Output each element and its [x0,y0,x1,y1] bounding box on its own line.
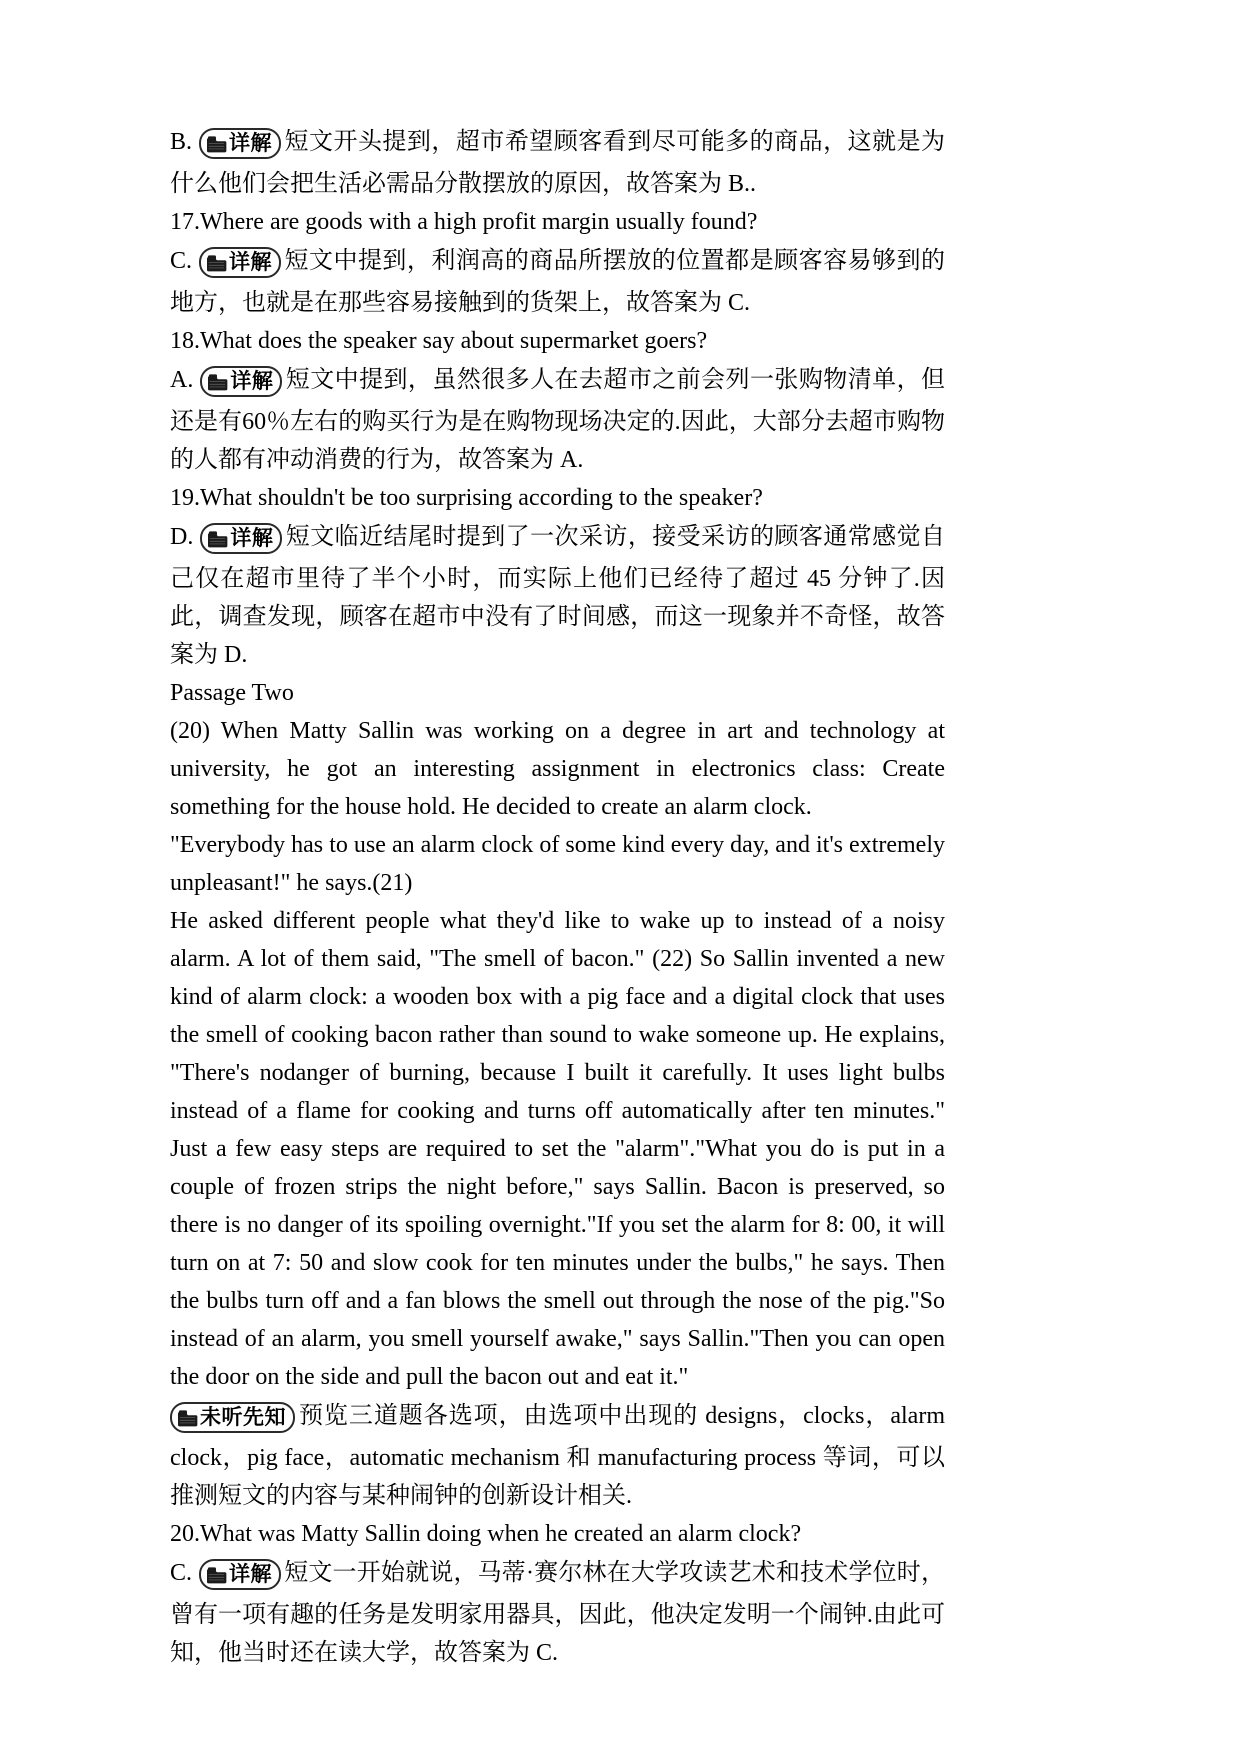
answer-text: 短文中提到，虽然很多人在去超市之前会列一张购物清单，但还是有60％左右的购买行为是在购物现场决定的.因此，大部分去超市购物的人都有冲动消费的行为，故答案为 A. [170,367,945,473]
answer-text: 短文中提到，利润高的商品所摆放的位置都是顾客容易够到的地方，也就是在那些容易接触到的货架上，故答案为 C. [170,248,945,316]
passage-paragraph-1: (20) When Matty Sallin was working on a degree in art and technology at university, he got an interesting assignment in electronics class: Create something for the house hold. He decided to create an alarm clock. [170,718,945,820]
detail-badge [199,247,281,278]
preview-badge [170,1402,295,1433]
detail-badge-label: 详解 [229,250,273,274]
detail-badge-label: 详解 [230,369,274,393]
folder-icon [205,254,227,272]
answer-explanation-20 [170,1553,945,1672]
folder-icon [206,373,228,391]
folder-icon [205,135,227,153]
answer-letter: C. [170,1560,193,1587]
answer-letter: A. [170,367,194,394]
detail-badge-label: 详解 [229,131,273,155]
answer-explanation-19 [170,517,945,674]
answer-letter: D. [170,524,194,551]
folder-icon [176,1409,198,1427]
detail-badge-label: 详解 [230,526,274,550]
detail-badge [199,1559,281,1590]
answer-text: 短文开头提到，超市希望顾客看到尽可能多的商品，这就是为什么他们会把生活必需品分散摆放的原因，故答案为 B.. [170,129,945,197]
detail-badge [199,128,281,159]
answer-explanation-16 [170,122,945,203]
answer-explanation-18 [170,360,945,479]
folder-icon [205,1566,227,1584]
answer-explanation-17 [170,241,945,322]
detail-badge [200,366,282,397]
question-18: 18.What does the speaker say about supermarket goers? [170,328,708,354]
answer-letter: B. [170,129,193,156]
preview-tip [170,1396,945,1515]
folder-icon [206,530,228,548]
question-19: 19.What shouldn't be too surprising according to the speaker? [170,485,763,511]
answer-text: 短文一开始就说，马蒂·赛尔林在大学攻读艺术和技术学位时，曾有一项有趣的任务是发明家用器具，因此，他决定发明一个闹钟.由此可知，他当时还在读大学，故答案为 C. [170,1560,945,1666]
preview-badge-label: 未听先知 [200,1405,286,1429]
answer-text: 短文临近结尾时提到了一次采访，接受采访的顾客通常感觉自己仅在超市里待了半个小时，而实际上他们已经待了超过 45 分钟了.因此，调查发现，顾客在超市中没有了时间感，而这一现象并不奇怪，故答案为 D. [170,524,945,668]
question-17: 17.Where are goods with a high profit margin usually found? [170,209,758,235]
preview-tip-text: 预览三道题各选项，由选项中出现的 designs，clocks，alarm clock，pig face，automatic mechanism 和 manufacturing process 等词，可以推测短文的内容与某种闹钟的创新设计相关. [170,1403,945,1509]
answer-letter: C. [170,248,193,275]
question-20: 20.What was Matty Sallin doing when he created an alarm clock? [170,1521,802,1547]
passage-paragraph-2: "Everybody has to use an alarm clock of some kind every day, and it's extremely unpleasant!" he says.(21) [170,832,945,896]
detail-badge [200,523,282,554]
passage-paragraph-3: He asked different people what they'd like to wake up to instead of a noisy alarm. A lot of them said, "The smell of bacon." (22) So Sallin invented a new kind of alarm clock: a wooden box with a pig face and a digital clock that uses the smell of cooking bacon rather than sound to wake someone up. He explains, "There's nodanger of burning, because I built it carefully. It uses light bulbs instead of a flame for cooking and turns off automatically after ten minutes." Just a few easy steps are required to set the "alarm"."What you do is put in a couple of frozen strips the night before," says Sallin. Bacon is preserved, so there is no danger of its spoiling overnight."If you set the alarm for 8: 00, it will turn on at 7: 50 and slow cook for ten minutes under the bulbs," he says. Then the bulbs turn off and a fan blows the smell out through the nose of the pig."So instead of an alarm, you smell yourself awake," says Sallin."Then you can open the door on the side and pull the bacon out and eat it." [170,908,945,1390]
detail-badge-label: 详解 [229,1562,273,1586]
passage-two-heading: Passage Two [170,680,294,706]
